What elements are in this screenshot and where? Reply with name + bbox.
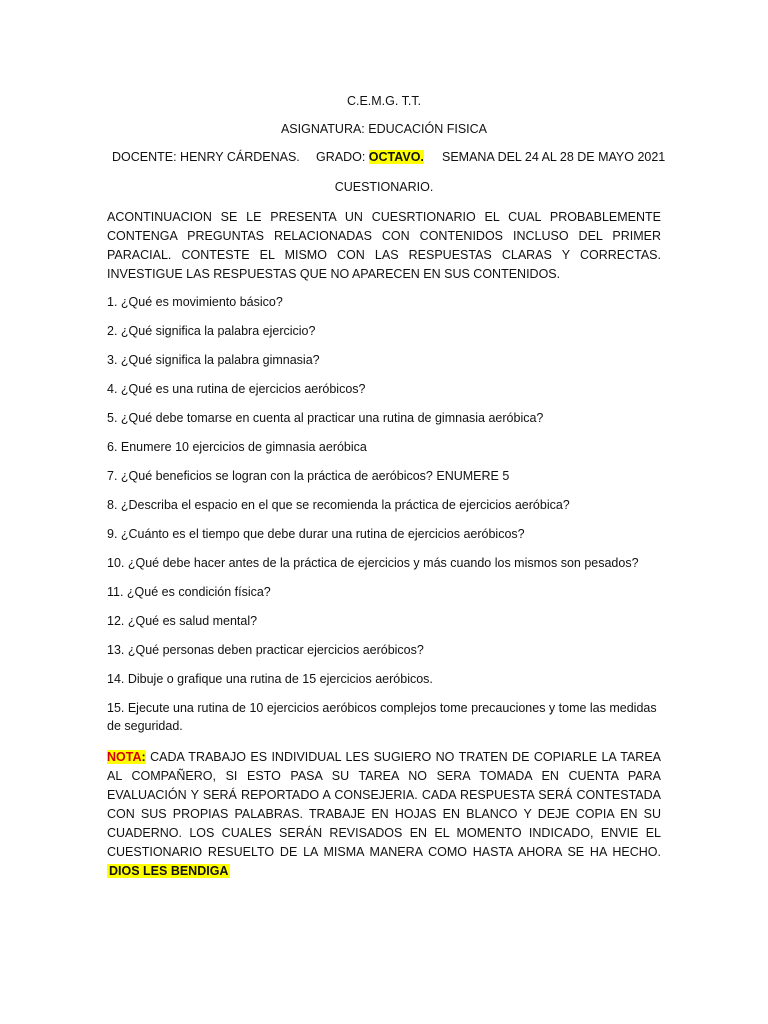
question-item: 6. Enumere 10 ejercicios de gimnasia aeróbica <box>107 440 367 454</box>
document-title: CUESTIONARIO. <box>334 180 434 194</box>
question-item: 13. ¿Qué personas deben practicar ejercicios aeróbicos? <box>107 643 424 657</box>
note-colon: : <box>141 750 146 764</box>
grade-field <box>316 150 424 164</box>
question-list <box>107 293 667 744</box>
teacher-name: DOCENTE: HENRY CÁRDENAS. <box>112 150 300 164</box>
grade-label: GRADO: <box>316 150 366 164</box>
note-paragraph <box>107 748 661 881</box>
header-info-row <box>112 150 666 168</box>
question-item: 11. ¿Qué es condición física? <box>107 585 271 599</box>
question-item: 2. ¿Qué significa la palabra ejercicio? <box>107 324 316 338</box>
question-item: 9. ¿Cuánto es el tiempo que debe durar una rutina de ejercicios aeróbicos? <box>107 527 525 541</box>
question-item: 12. ¿Qué es salud mental? <box>107 614 258 628</box>
grade-value: OCTAVO. <box>368 150 424 164</box>
question-item: 15. Ejecute una rutina de 10 ejercicios aeróbicos complejos tome precauciones y tome las medidas de seguridad. <box>107 701 657 733</box>
instructions-text: ACONTINUACION SE LE PRESENTA UN CUESRTIONARIO EL CUAL PROBABLEMENTE CONTENGA PREGUNTAS RELACIONADAS CON CONTENIDOS INCLUSO DEL PRIMER PARACIAL. CONTESTE EL MISMO CON LAS RESPUESTAS CLARAS Y CORRECTAS. INVESTIGUE LAS RESPUESTAS QUE NO APARECEN EN SUS CONTENIDOS. <box>107 210 661 281</box>
school-name: C.E.M.G. T.T. <box>346 94 422 108</box>
note-label <box>107 750 146 764</box>
blessing-text: DIOS LES BENDIGA <box>109 864 229 878</box>
question-item: 7. ¿Qué beneficios se logran con la práctica de aeróbicos? ENUMERE 5 <box>107 469 510 483</box>
question-item: 8. ¿Describa el espacio en el que se recomienda la práctica de ejercicios aeróbica? <box>107 498 570 512</box>
question-item: 5. ¿Qué debe tomarse en cuenta al practicar una rutina de gimnasia aeróbica? <box>107 411 544 425</box>
instructions-paragraph <box>107 208 661 284</box>
question-item: 14. Dibuje o grafique una rutina de 15 ejercicios aeróbicos. <box>107 672 433 686</box>
note-label-text: NOTA <box>107 750 142 764</box>
question-item: 3. ¿Qué significa la palabra gimnasia? <box>107 353 320 367</box>
note-text: CADA TRABAJO ES INDIVIDUAL LES SUGIERO NO TRATEN DE COPIARLE LA TAREA AL COMPAÑERO, SI ESTO PASA SU TAREA NO SERA TOMADA EN CUENTA PARA EVALUACIÓN Y SERÁ REPORTADO A CONSEJERIA. CADA RESPUESTA SERÁ CONTESTADA CON SUS PROPIAS PALABRAS. TRABAJE EN HOJAS EN BLANCO Y DEJE COPIA EN SU CUADERNO. LOS CUALES SERÁN REVISADOS EN EL MOMENTO INDICADO, ENVIE EL CUESTIONARIO RESUELTO DE LA MISMA MANERA COMO HASTA AHORA SE HA HECHO. <box>107 750 661 859</box>
subject-line: ASIGNATURA: EDUCACIÓN FISICA <box>280 122 488 136</box>
question-item: 1. ¿Qué es movimiento básico? <box>107 295 283 309</box>
week-range: SEMANA DEL 24 AL 28 DE MAYO 2021 <box>442 150 666 164</box>
question-item: 10. ¿Qué debe hacer antes de la práctica de ejercicios y más cuando los mismos son pesados? <box>107 556 639 570</box>
question-item: 4. ¿Qué es una rutina de ejercicios aeróbicos? <box>107 382 366 396</box>
